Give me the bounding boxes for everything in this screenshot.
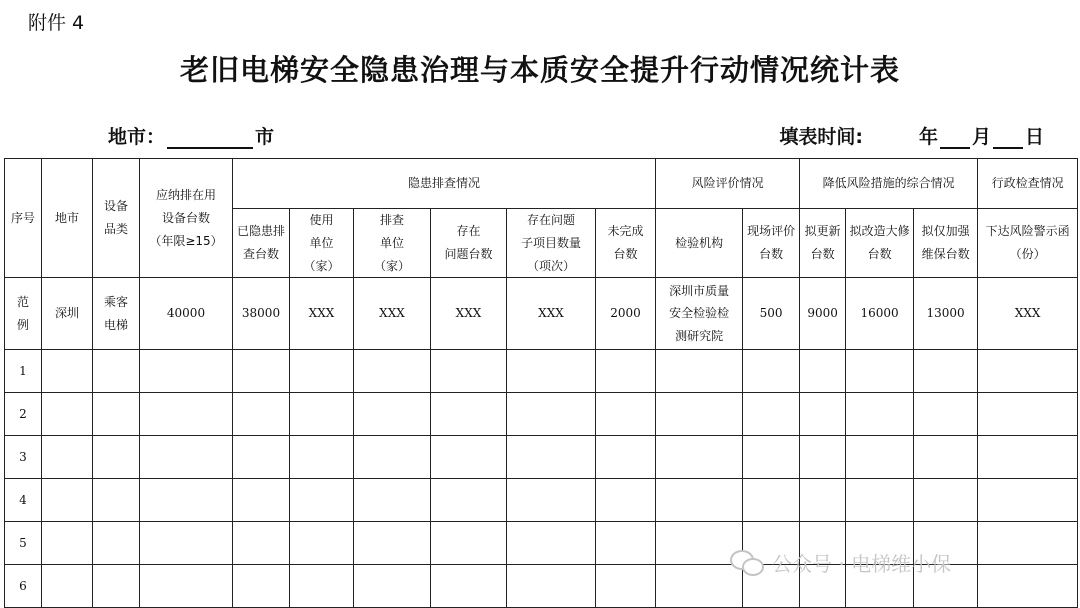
example-checked: 38000: [233, 278, 290, 350]
table-cell[interactable]: [42, 522, 93, 565]
table-cell[interactable]: [354, 565, 431, 608]
header-group-admin: 行政检查情况: [978, 159, 1078, 209]
table-cell[interactable]: [507, 393, 596, 436]
table-cell[interactable]: [846, 350, 914, 393]
table-row: [5, 393, 1078, 436]
table-cell[interactable]: [914, 479, 978, 522]
table-cell[interactable]: [914, 436, 978, 479]
date-year-label: 年: [918, 126, 938, 148]
table-cell[interactable]: [507, 350, 596, 393]
table-cell[interactable]: [290, 565, 354, 608]
date-day-label: 日: [1024, 126, 1044, 148]
header-onsite: 现场评价 台数: [743, 209, 800, 278]
table-cell[interactable]: [233, 350, 290, 393]
table-row: [5, 436, 1078, 479]
table-cell[interactable]: [846, 479, 914, 522]
table-cell[interactable]: [290, 479, 354, 522]
table-cell[interactable]: [233, 393, 290, 436]
table-cell[interactable]: [596, 436, 656, 479]
table-cell[interactable]: [978, 393, 1078, 436]
example-onsite: 500: [743, 278, 800, 350]
table-cell[interactable]: [93, 393, 140, 436]
table-cell[interactable]: [431, 350, 507, 393]
table-cell[interactable]: [846, 436, 914, 479]
header-group-risk: 风险评价情况: [656, 159, 800, 209]
table-cell[interactable]: [93, 436, 140, 479]
table-cell[interactable]: [354, 479, 431, 522]
table-cell[interactable]: [93, 522, 140, 565]
table-cell[interactable]: [93, 350, 140, 393]
header-checked: 已隐患排 查台数: [233, 209, 290, 278]
header-group-hazard: 隐患排查情况: [233, 159, 656, 209]
table-cell[interactable]: [290, 350, 354, 393]
table-cell[interactable]: [800, 436, 846, 479]
row-number: 1: [5, 350, 42, 393]
attachment-label: 附件 4: [28, 12, 85, 34]
table-cell[interactable]: [507, 565, 596, 608]
document-title: 老旧电梯安全隐患治理与本质安全提升行动情况统计表: [179, 53, 900, 87]
table-cell[interactable]: [978, 436, 1078, 479]
table-cell[interactable]: [978, 565, 1078, 608]
city-label: 地市：: [108, 126, 166, 148]
table-cell[interactable]: [507, 436, 596, 479]
date-month-label: 月: [971, 126, 991, 148]
table-cell[interactable]: [42, 393, 93, 436]
example-warning: XXX: [978, 278, 1078, 350]
example-units: XXX: [290, 278, 354, 350]
header-inspect-units: 排查 单位 （家）: [354, 209, 431, 278]
row-number: 2: [5, 393, 42, 436]
table-cell[interactable]: [290, 393, 354, 436]
city-blank[interactable]: [167, 127, 253, 149]
table-cell[interactable]: [596, 393, 656, 436]
example-unfinished: 2000: [596, 278, 656, 350]
row-number: 6: [5, 565, 42, 608]
example-category: 乘客 电梯: [93, 278, 140, 350]
table-cell[interactable]: [431, 436, 507, 479]
table-cell[interactable]: [93, 479, 140, 522]
example-renew: 9000: [800, 278, 846, 350]
header-agency: 检验机构: [656, 209, 743, 278]
wechat-icon: [730, 550, 764, 576]
header-unfinished: 未完成 台数: [596, 209, 656, 278]
table-cell[interactable]: [596, 479, 656, 522]
date-label: 填表时间:: [779, 126, 863, 148]
table-cell[interactable]: [140, 350, 233, 393]
example-agency: 深圳市质量 安全检验检 测研究院: [656, 278, 743, 350]
table-cell[interactable]: [507, 479, 596, 522]
header-renew: 拟更新 台数: [800, 209, 846, 278]
table-cell[interactable]: [800, 479, 846, 522]
city-field: [108, 122, 274, 149]
table-cell[interactable]: [846, 393, 914, 436]
table-cell[interactable]: [978, 479, 1078, 522]
table-cell[interactable]: [914, 350, 978, 393]
example-row: [5, 278, 1078, 350]
table-row: [5, 350, 1078, 393]
table-cell[interactable]: [978, 350, 1078, 393]
table-cell[interactable]: [431, 479, 507, 522]
example-maint: 13000: [914, 278, 978, 350]
header-warning: 下达风险警示函 （份）: [978, 209, 1078, 278]
date-day-blank[interactable]: [993, 127, 1023, 149]
example-overhaul: 16000: [846, 278, 914, 350]
table-cell[interactable]: [140, 522, 233, 565]
table-cell[interactable]: [233, 436, 290, 479]
table-cell[interactable]: [140, 479, 233, 522]
table-cell[interactable]: [800, 350, 846, 393]
header-maint: 拟仅加强 维保台数: [914, 209, 978, 278]
table-cell[interactable]: [507, 522, 596, 565]
header-items: 存在问题 子项目数量 （项次）: [507, 209, 596, 278]
table-cell[interactable]: [743, 393, 800, 436]
table-cell[interactable]: [42, 350, 93, 393]
table-cell[interactable]: [354, 350, 431, 393]
table-cell[interactable]: [596, 350, 656, 393]
table-cell[interactable]: [93, 565, 140, 608]
table-cell[interactable]: [656, 350, 743, 393]
table-cell[interactable]: [431, 522, 507, 565]
city-suffix: 市: [255, 126, 275, 148]
header-category: 设备 品类: [93, 159, 140, 278]
table-row: [5, 479, 1078, 522]
table-cell[interactable]: [431, 565, 507, 608]
header-city: 地市: [42, 159, 93, 278]
header-row-1: [5, 159, 1078, 209]
table-cell[interactable]: [354, 436, 431, 479]
example-inspect: XXX: [354, 278, 431, 350]
table-cell[interactable]: [596, 522, 656, 565]
header-group-reduce: 降低风险措施的综合情况: [800, 159, 978, 209]
date-month-blank[interactable]: [940, 127, 970, 149]
table-cell[interactable]: [431, 393, 507, 436]
table-cell[interactable]: [743, 479, 800, 522]
row-number: 3: [5, 436, 42, 479]
table-cell[interactable]: [42, 565, 93, 608]
table-cell[interactable]: [656, 479, 743, 522]
table-cell[interactable]: [42, 479, 93, 522]
table-cell[interactable]: [290, 436, 354, 479]
table-cell[interactable]: [596, 565, 656, 608]
example-city: 深圳: [42, 278, 93, 350]
table-cell[interactable]: [140, 393, 233, 436]
header-problem: 存在 问题台数: [431, 209, 507, 278]
table-cell[interactable]: [743, 350, 800, 393]
example-problem: XXX: [431, 278, 507, 350]
row-number: 4: [5, 479, 42, 522]
watermark: [730, 548, 951, 577]
table-cell[interactable]: [656, 393, 743, 436]
header-seq: 序号: [5, 159, 42, 278]
row-number: 5: [5, 522, 42, 565]
table-cell[interactable]: [233, 565, 290, 608]
table-cell[interactable]: [656, 436, 743, 479]
table-cell[interactable]: [140, 436, 233, 479]
watermark-text: 公众号 · 电梯维小保: [772, 552, 952, 576]
table-cell[interactable]: [42, 436, 93, 479]
table-cell[interactable]: [233, 479, 290, 522]
header-units: 使用 单位 （家）: [290, 209, 354, 278]
table-cell[interactable]: [978, 522, 1078, 565]
table-cell[interactable]: [914, 393, 978, 436]
header-overhaul: 拟改造大修 台数: [846, 209, 914, 278]
example-seq: 范 例: [5, 278, 42, 350]
example-should: 40000: [140, 278, 233, 350]
table-cell[interactable]: [140, 565, 233, 608]
statistics-table: [4, 158, 1078, 608]
table-cell[interactable]: [800, 393, 846, 436]
example-items: XXX: [507, 278, 596, 350]
table-cell[interactable]: [233, 522, 290, 565]
table-cell[interactable]: [743, 436, 800, 479]
header-should-inspect: 应纳排在用 设备台数 （年限≥15）: [140, 159, 233, 278]
table-cell[interactable]: [354, 393, 431, 436]
date-field: [779, 122, 1044, 149]
table-cell[interactable]: [354, 522, 431, 565]
table-cell[interactable]: [290, 522, 354, 565]
